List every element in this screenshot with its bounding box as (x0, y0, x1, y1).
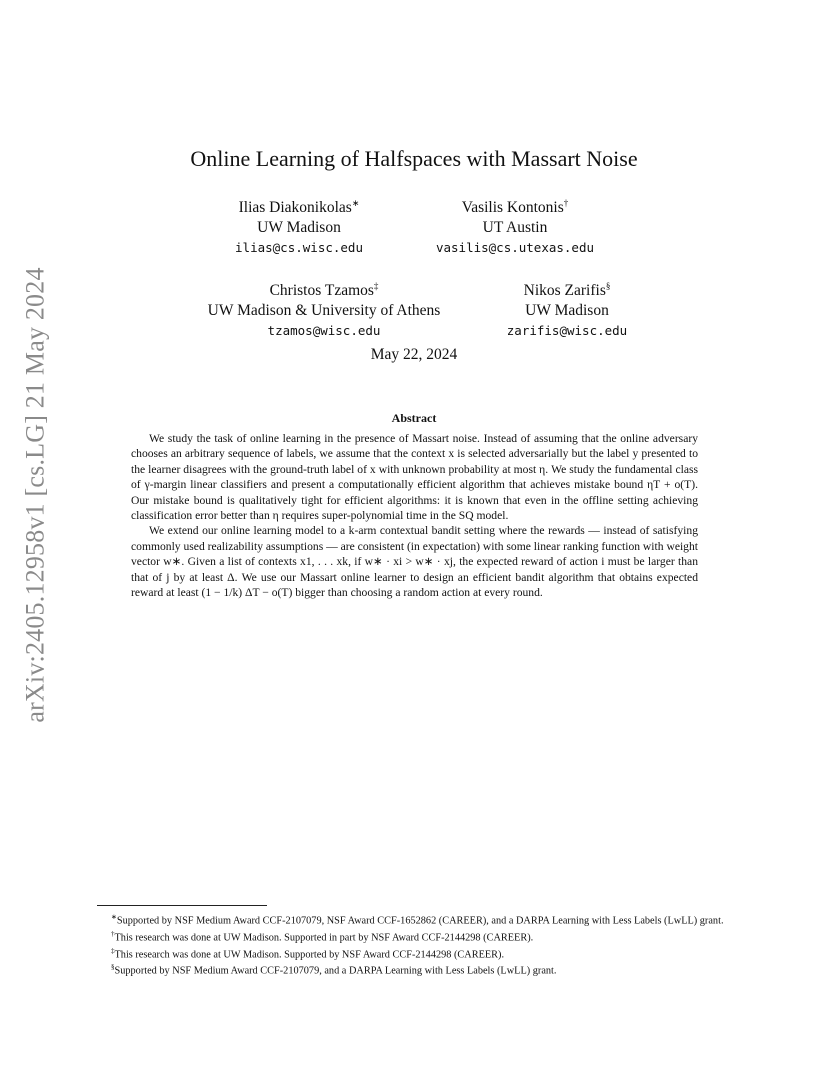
author-mark: ‡ (373, 281, 379, 291)
abstract-body (131, 431, 698, 600)
author-mark: § (605, 281, 611, 291)
author-name: Nikos Zarifis (523, 282, 606, 300)
author-affiliation: UW Madison (525, 302, 609, 320)
author-affiliation: UW Madison & University of Athens (207, 302, 441, 320)
author-email[interactable]: zarifis@wisc.edu (506, 323, 628, 339)
arxiv-stamp (20, 250, 52, 740)
author-email[interactable]: tzamos@wisc.edu (267, 323, 381, 339)
author-block-3 (186, 276, 462, 341)
author-name: Ilias Diakonikolas (238, 199, 352, 217)
footnote-3 (97, 945, 732, 962)
author-name: Christos Tzamos (269, 282, 374, 300)
footnote-mark: ‡ (111, 946, 115, 955)
footnote-4 (97, 961, 732, 978)
footnote-rule (97, 905, 267, 906)
footnote-mark: § (111, 963, 115, 972)
footnotes (97, 911, 732, 978)
footnote-mark: ∗ (111, 913, 117, 921)
footnote-text: This research was done at UW Madison. Supported by NSF Award CCF-2144298 (CAREER). (114, 949, 505, 961)
footnote-text: Supported by NSF Medium Award CCF-2107079, and a DARPA Learning with Less Labels (LwLL) grant. (114, 965, 557, 977)
paper-date: May 22, 2024 (370, 346, 458, 363)
author-block-1 (214, 193, 384, 258)
author-affiliation: UW Madison (257, 219, 341, 237)
paper-title: Online Learning of Halfspaces with Massart Noise (190, 146, 638, 171)
footnote-mark: † (111, 929, 115, 938)
author-block-2 (410, 193, 620, 258)
footnote-2 (97, 928, 732, 945)
author-mark: † (563, 198, 569, 208)
footnote-text: Supported by NSF Medium Award CCF-2107079, NSF Award CCF-1652862 (CAREER), and a DARPA Learning with Less Labels (LwLL) grant. (116, 915, 724, 927)
footnote-1 (97, 911, 732, 928)
author-affiliation: UT Austin (482, 219, 548, 237)
abstract-heading: Abstract (391, 411, 437, 425)
arxiv-stamp-text: arXiv:2405.12958v1 [cs.LG] 21 May 2024 (21, 267, 51, 723)
author-block-4 (480, 276, 654, 341)
author-mark: ∗ (351, 198, 360, 208)
abstract-paragraph-1: We study the task of online learning in the presence of Massart noise. Instead of assuming that the online adversary chooses an arbitrary sequence of labels, we assume that the context x is selected adversarially but the label y presented to the learner disagrees with the ground-truth label of x with unknown probability at most η. We study the fundamental class of γ-margin linear classifiers and present a computationally efficient algorithm that achieves mistake bound ηT + o(T). Our mistake bound is qualitatively tight for efficient algorithms: it is known that even in the offline setting achieving classification error better than η requires super-polynomial time in the SQ model. (131, 432, 698, 523)
author-name: Vasilis Kontonis (461, 199, 564, 217)
footnote-text: This research was done at UW Madison. Supported in part by NSF Award CCF-2144298 (CAREER). (114, 932, 534, 944)
author-email[interactable]: vasilis@cs.utexas.edu (435, 240, 595, 256)
author-email[interactable]: ilias@cs.wisc.edu (235, 240, 363, 256)
abstract-paragraph-2: We extend our online learning model to a k-arm contextual bandit setting where the rewards — instead of satisfying commonly used realizability assumptions — are consistent (in expectation) with some linear ranking function with weight vector w∗. Given a list of contexts x1, . . . xk, if w∗ · xi > w∗ · xj, the expected reward of action i must be larger than that of j by at least Δ. We use our Massart online learner to design an efficient bandit algorithm that obtains expected reward at least (1 − 1/k) ΔT − o(T) bigger than choosing a random action at every round. (131, 524, 698, 600)
